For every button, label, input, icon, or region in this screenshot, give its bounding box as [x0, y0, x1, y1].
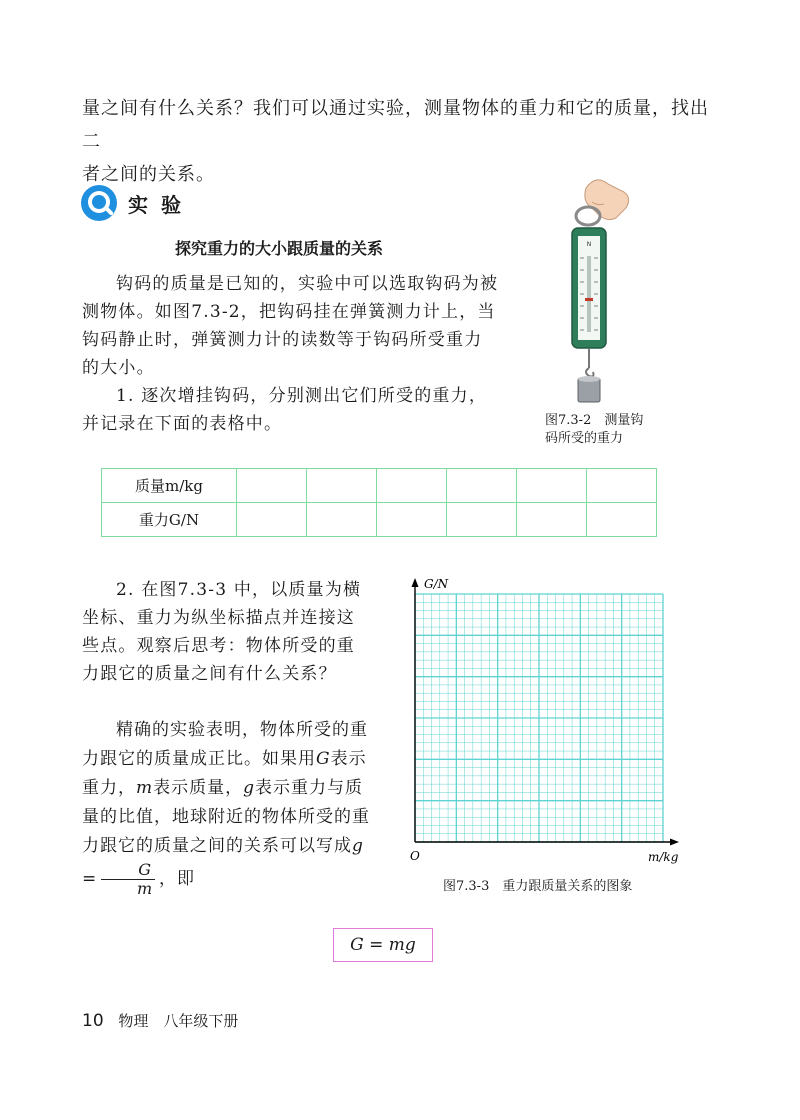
var-g: g — [243, 778, 256, 798]
table-cell[interactable] — [517, 503, 587, 537]
origin-label: O — [410, 849, 420, 863]
experiment-body — [82, 270, 500, 438]
experiment-step-1: 1. 逐次增挂钩码，分别测出它们所受的重力，并记录在下面的表格中。 — [82, 386, 488, 434]
table-cell[interactable] — [237, 503, 307, 537]
scale-figure-caption: 图7.3-2 测量钩码所受的重力 — [545, 413, 644, 446]
experiment-title: 实 验 — [128, 192, 184, 217]
formula-box: G = mg — [333, 928, 433, 962]
y-axis-arrow — [412, 578, 419, 587]
table-cell[interactable] — [587, 469, 657, 503]
grid-lines — [415, 594, 663, 842]
fraction-denominator: m — [137, 879, 154, 898]
conclusion-text: 表示质量， — [153, 778, 244, 798]
scale-unit-label: N — [586, 241, 592, 248]
mass-label: 质量m/kg — [102, 469, 237, 503]
var-m: m — [136, 778, 154, 798]
table-row-mass — [102, 469, 657, 503]
page-footer — [82, 1010, 238, 1031]
y-axis-label: G/N — [424, 577, 449, 591]
intro-line-2: 者之间的关系。 — [82, 164, 215, 185]
intro-line-1: 量之间有什么关系？我们可以通过实验，测量物体的重力和它的质量，找出二 — [82, 98, 709, 152]
conclusion-text: ，即 — [159, 869, 196, 889]
x-axis-arrow — [670, 839, 679, 846]
magnifier-icon — [80, 184, 118, 222]
weight-label: 重力G/N — [102, 503, 237, 537]
fraction-numerator: G — [101, 861, 155, 880]
graph-caption: 图7.3-3 重力跟质量关系的图象 — [443, 879, 633, 894]
page-number: 10 — [82, 1011, 104, 1031]
equation-lhs: g = — [82, 836, 364, 889]
book-title: 物理 八年级下册 — [118, 1012, 239, 1030]
var-G: G — [316, 749, 331, 769]
table-cell[interactable] — [447, 469, 517, 503]
experiment-step-2: 2. 在图7.3-3 中，以质量为横坐标、重力为纵坐标描点并连接这些点。观察后思考：物体所受的重力跟它的质量之间有什么关系？ — [82, 580, 362, 684]
experiment-paragraph: 钩码的质量是已知的，实验中可以选取钩码为被测物体。如图7.3-2，把钩码挂在弹簧测力计上，当钩码静止时，弹簧测力计的读数等于钩码所受重力的大小。 — [82, 274, 499, 378]
graph-paper — [400, 572, 700, 867]
table-cell[interactable] — [307, 503, 377, 537]
data-table — [101, 468, 657, 537]
table-cell[interactable] — [447, 503, 517, 537]
experiment-subtitle: 探究重力的大小跟质量的关系 — [175, 239, 384, 258]
x-axis-label: m/kg — [648, 850, 679, 864]
conclusion-text: 表示重力， — [82, 749, 367, 798]
table-cell[interactable] — [237, 469, 307, 503]
experiment-heading — [80, 184, 184, 222]
table-cell[interactable] — [377, 503, 447, 537]
table-cell[interactable] — [377, 469, 447, 503]
table-cell[interactable] — [587, 503, 657, 537]
conclusion-paragraph — [82, 716, 372, 898]
conclusion-text: 精确的实验表明，物体所受的重力跟它的质量成正比。如果用 — [82, 720, 368, 769]
conclusion-text: 表示重力与质量的比值，地球附近的物体所受的重力跟它的质量之间的关系可以写成 — [82, 778, 370, 856]
table-row-weight — [102, 503, 657, 537]
table-cell[interactable] — [307, 469, 377, 503]
fraction — [101, 861, 155, 898]
spring-scale-illustration — [548, 178, 638, 408]
table-cell[interactable] — [517, 469, 587, 503]
intro-paragraph — [82, 92, 722, 191]
